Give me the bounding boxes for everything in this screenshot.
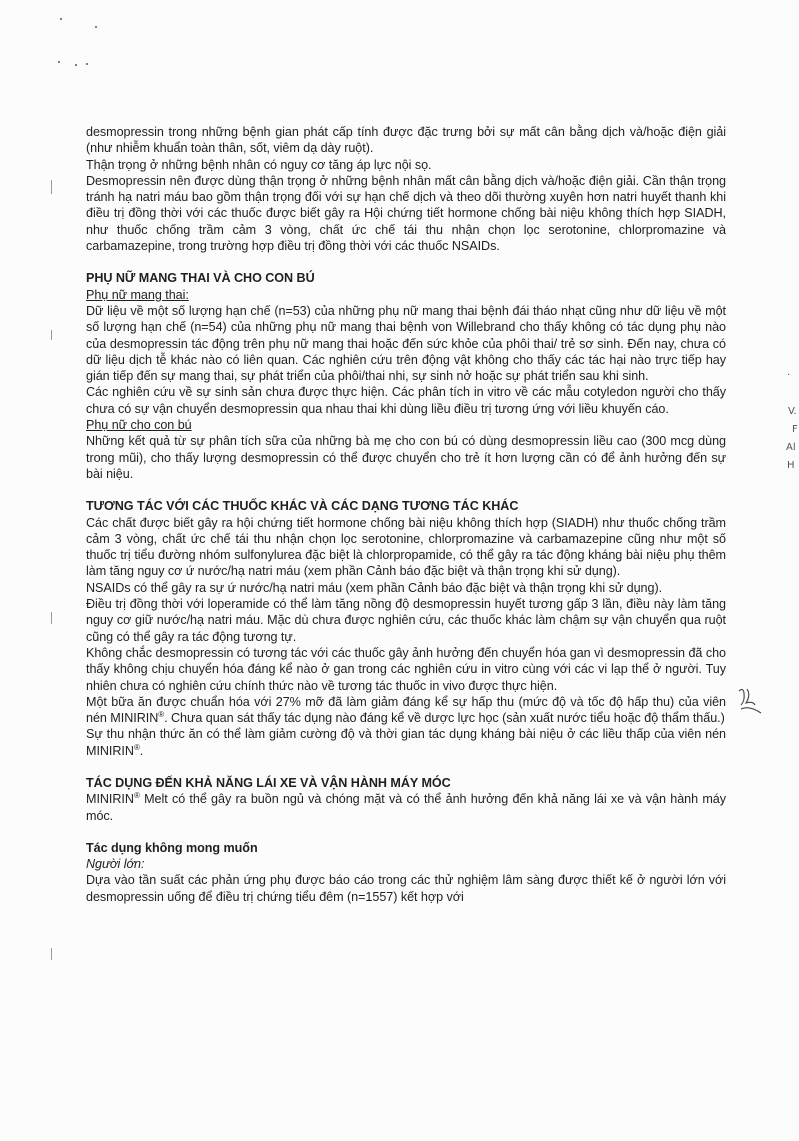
registered-mark: ®	[158, 709, 165, 719]
section-heading-interactions: TƯƠNG TÁC VỚI CÁC THUỐC KHÁC VÀ CÁC DẠNG TƯƠNG TÁC KHÁC	[86, 499, 519, 514]
scan-mark	[51, 612, 52, 624]
document-body	[86, 124, 726, 905]
interactions-paragraph: NSAIDs có thể gây ra sự ứ nước/hạ natri máu (xem phần Cảnh báo đặc biệt và thận trọng khi sử dụng).	[86, 580, 663, 595]
registered-mark: ®	[133, 742, 140, 752]
scan-mark	[51, 948, 52, 960]
adjacent-page-edge: · V. F Al H	[786, 370, 798, 471]
scan-mark	[51, 180, 52, 194]
meal-text-a: Một bữa ăn được chuẩn hóa với 27% mỡ đã làm giảm đáng kể sự hấp thu (mức độ và tốc độ hấp thu) của viên nén MINIRIN	[86, 694, 726, 726]
food-text-a: Sự thu nhận thức ăn có thể làm giảm cường độ và thời gian tác dụng kháng bài niệu ở các liều thấp của viên nén MINIRIN	[86, 727, 726, 758]
pregnancy-paragraph: Các nghiên cứu về sự sinh sản chưa được thực hiện. Các phân tích in vitro về các mẫu cotyledon người cho thấy chưa có sự vận chuyển desmopressin qua nhau thai khi dùng liều điều trị tương ứng với liều khuyến cáo.	[86, 385, 726, 416]
subheading-breastfeeding: Phụ nữ cho con bú	[86, 418, 192, 433]
meal-paragraph	[86, 694, 726, 727]
driving-text-a: MINIRIN	[86, 792, 134, 807]
intro-paragraph: desmopressin trong những bệnh gian phát cấp tính được đặc trưng bởi sự mất cân bằng dịch và/hoặc điện giải (như nhiễm khuẩn toàn thân, sốt, viêm dạ dày ruột).	[86, 125, 726, 156]
pregnancy-paragraph: Dữ liệu về một số lượng hạn chế (n=53) của những phụ nữ mang thai bệnh đái tháo nhạt cũng như dữ liệu về một số lượng hạn chế (n=54) của những phụ nữ mang thai bệnh von Willebrand cho thấy không có tác dụng phụ nào của desmopressin tác động trên phụ nữ mang thai hoặc đến sức khỏe của phôi thai/ trẻ sơ sinh. Đến nay, chưa có dữ liệu dịch tễ khác nào có liên quan. Các nghiên cứu trên động vật không cho thấy các tác hại nào trực tiếp hay gián tiếp đến sự mang thai, sự phát triển của phôi/thai nhi, sự sinh nở hoặc sự phát triển sau khi sinh.	[86, 303, 726, 384]
interactions-paragraph: Điều trị đồng thời với loperamide có thể làm tăng nồng độ desmopressin huyết tương gấp 3 lần, điều này làm tăng nguy cơ giữ nước/hạ natri máu. Mặc dù chưa được nghiên cứu, các thuốc khác làm chậm sự vận chuyển qua ruột cũng có thể gây ra tác động tương tự.	[86, 597, 726, 644]
subheading-pregnant: Phụ nữ mang thai:	[86, 287, 189, 302]
driving-text-b: Melt có thể gây ra buồn ngủ và chóng mặt và có thể ảnh hưởng đến khả năng lái xe và vận hành máy móc.	[86, 792, 726, 823]
interactions-paragraph: Không chắc desmopressin có tương tác với các thuốc gây ảnh hưởng đến chuyển hóa gan vì desmopressin đã cho thấy không chịu chuyển hóa đáng kể nào ở gan trong các nghiên cứu in vitro cùng với các vi lạp thể ở người. Tuy nhiên chưa có nghiên cứu chính thức nào về tương tác thuốc in vivo được thực hiện.	[86, 645, 726, 693]
section-heading-pregnancy: PHỤ NỮ MANG THAI VÀ CHO CON BÚ	[86, 271, 315, 286]
registered-mark: ®	[133, 791, 140, 801]
meal-text-b: . Chưa quan sát thấy tác dụng nào đáng kể về dược lực học (sản xuất nước tiểu hoặc độ thẩm thấu.)	[164, 711, 725, 726]
section-heading-driving: TÁC DỤNG ĐẾN KHẢ NĂNG LÁI XE VÀ VẬN HÀNH MÁY MÓC	[86, 775, 451, 790]
subheading-adults: Người lớn:	[86, 857, 145, 872]
intro-paragraph: Desmopressin nên được dùng thận trọng ở những bệnh nhân mất cân bằng dịch và/hoặc điện giải. Cần thận trọng tránh hạ natri máu bao gồm thận trọng đối với sự hạn chế dịch và theo dõi thường xuyên hơn natri huyết thanh khi điều trị đồng thời với các thuốc được biết gây ra Hội chứng tiết hormone chống bài niệu không thích hợp SIADH, như thuốc chống trầm cảm 3 vòng, chất ức chế tái thu nhận chọn lọc serotonine, chlorpromazine và carbamazepine, trong trường hợp điều trị đồng thời với các thuốc NSAIDs.	[86, 173, 726, 254]
handwritten-initials	[735, 683, 765, 723]
food-paragraph	[86, 726, 726, 759]
section-heading-adverse: Tác dụng không mong muốn	[86, 840, 258, 855]
breastfeeding-paragraph: Những kết quả từ sự phân tích sữa của những bà mẹ cho con bú có dùng desmopressin liều cao (300 mcg dùng trong mũi), cho thấy lượng desmopressin có thể được chuyển cho trẻ ít hơn lượng cần có để ảnh hưởng đến sự bài niệu.	[86, 434, 726, 481]
food-text-b: .	[139, 743, 144, 758]
intro-paragraph: Thận trọng ở những bệnh nhân có nguy cơ tăng áp lực nội sọ.	[86, 157, 432, 172]
scan-mark	[51, 330, 52, 340]
interactions-paragraph: Các chất được biết gây ra hội chứng tiết hormone chống bài niệu không thích hợp (SIADH) như thuốc chống trầm cảm 3 vòng, chất ức chế tái thu nhận chọn lọc serotonine, chlorpromazine và carbamazepine cũng như một số thuốc trị tiểu đường nhóm sulfonylurea đặc biệt là chlorpropamide, có thể gây ra tác động kháng bài niệu phụ thêm làm tăng nguy cơ ứ nước/hạ natri máu (xem phần Cảnh báo đặc biệt và thận trọng khi sử dụng).	[86, 515, 726, 579]
adverse-paragraph: Dựa vào tần suất các phản ứng phụ được báo cáo trong các thử nghiệm lâm sàng được thiết kế ở người lớn với desmopressin uống để điều trị chứng tiểu đêm (n=1557) kết hợp với	[86, 873, 726, 904]
driving-paragraph	[86, 791, 726, 824]
